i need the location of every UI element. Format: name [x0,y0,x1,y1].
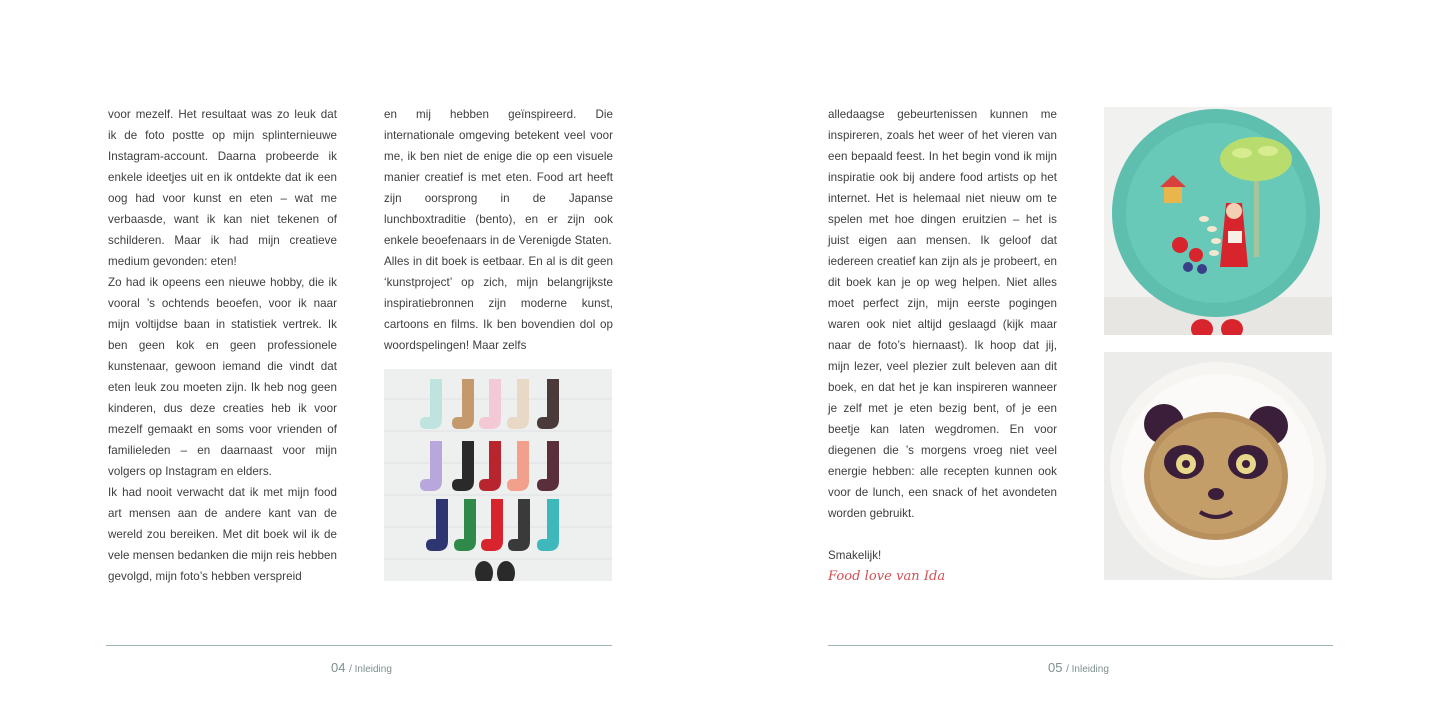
plate-photo-panda-oatmeal [1104,352,1332,580]
closing-text: Smakelijk! [828,549,882,562]
page-footer [331,660,392,675]
right-page-column [828,104,1057,587]
section-name: / Inleiding [1066,664,1109,675]
plate-illustration [1104,352,1332,580]
left-page-column-2 [384,104,613,356]
footer-rule [106,645,612,646]
signature: Food love van Ida [828,569,946,584]
body-paragraph: alledaagse gebeurtenissen kunnen me inspireren, zoals het weer of het vieren van een bepaald feest. In het begin vond ik mijn inspiratie ook bij andere food artists op het internet. Het is helemaal niet nieuw om te spelen met hoe dingen eruitzien – het is juist eigen aan mensen. Ik geloof dat iedereen creatief kan zijn als je probeert, en dit boek kan je op weg helpen. Niet alles moet perfect zijn, mijn eerste pogingen waren ook niet altijd geslaagd (kijk maar naar de foto’s hiernaast). Ik hoop dat jij, mijn lezer, veel plezier zult beleven aan dit boek, en dat het je kan inspireren wanneer je zelf met je eten bezig bent, of je een beetje kan laten wegdromen. En voor diegenen die ’s morgens vroeg niet veel energie hebben: alle recepten kunnen ook voor de lunch, een snack of het avondeten worden gebruikt. [828,108,1057,520]
body-paragraph: Ik had nooit verwacht dat ik met mijn food art mensen aan de andere kant van de wereld zou bereiken. Met dit boek wil ik de vele mensen bedanken die mijn reis hebben gevolgd, mijn foto’s hebben verspreid [108,486,337,583]
socks-illustration [384,369,612,581]
page-number: 04 [331,660,346,675]
page-footer [1048,660,1109,675]
plate-photo-red-riding-hood [1104,107,1332,335]
section-name: / Inleiding [349,664,392,675]
page-number: 05 [1048,660,1063,675]
body-paragraph: voor mezelf. Het resultaat was zo leuk dat ik de foto postte op mijn splinternieuwe Instagram-account. Daarna probeerde ik enkele ideetjes uit en ik ontdekte dat ik een oog had voor kunst en eten – wat me verbaasde, want ik kan niet tekenen of schilderen. Maar ik had mijn creatieve medium gevonden: eten! [108,108,337,268]
body-paragraph: Alles in dit boek is eetbaar. En al is dit geen ‘kunstproject’ op zich, mijn belangrijkste inspiratiebronnen zijn moderne kunst, cartoons en films. Ik ben bovendien dol op woordspelingen! Maar zelfs [384,255,613,352]
left-page-column-1 [108,104,337,587]
plate-illustration [1104,107,1332,335]
footer-rule [828,645,1333,646]
body-paragraph: en mij hebben geïnspireerd. Die internationale omgeving betekent veel voor me, ik ben niet de enige die op een visuele manier creatief is met eten. Food art heeft zijn oorsprong in de Japanse lunchboxtraditie (bento), en er zijn ook enkele beoefenaars in de Verenigde Staten. [384,108,613,247]
socks-photo [384,369,612,581]
body-paragraph: Zo had ik opeens een nieuwe hobby, die ik vooral ’s ochtends beoefen, voor ik naar mijn voltijdse baan in statistiek vertrek. Ik ben geen kok en geen professionele kunstenaar, gewoon iemand die vindt dat eten leuk zou moeten zijn. Ik heb nog geen kinderen, dus deze creaties heb ik voor mezelf gemaakt en soms voor vrienden of familieleden – en daarnaast voor mijn volgers op Instagram en elders. [108,276,337,478]
